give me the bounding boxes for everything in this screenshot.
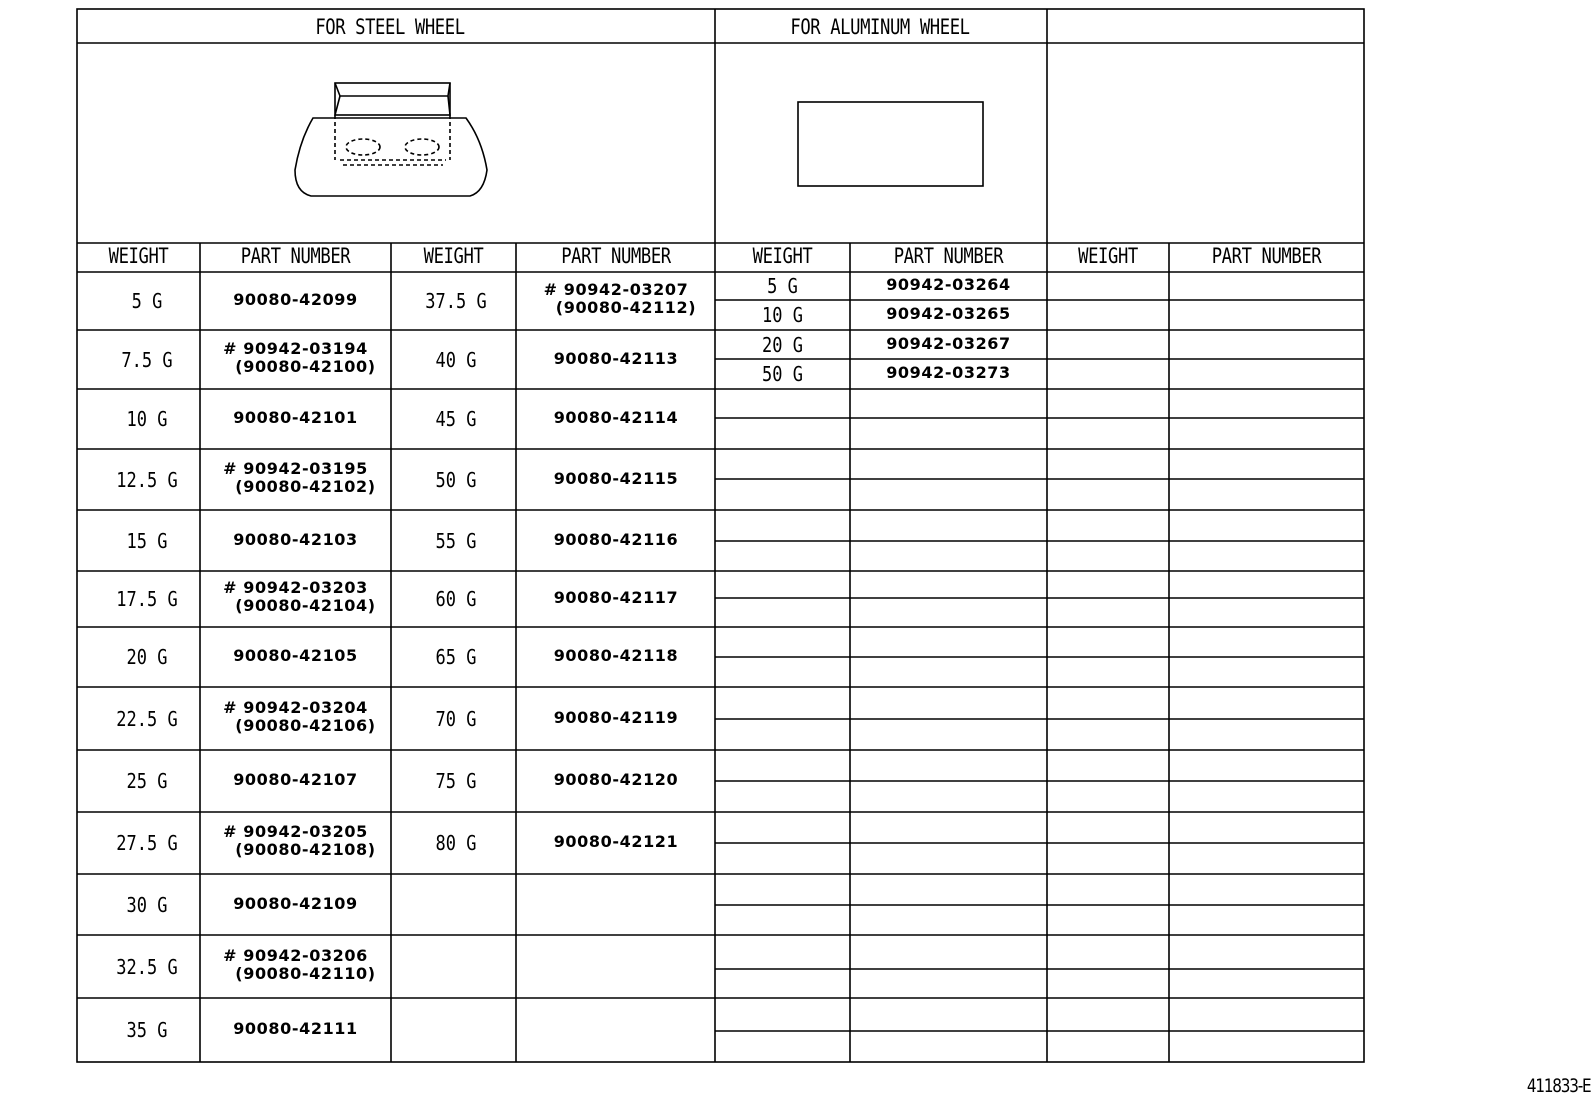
steel-wheel-weight-icon (295, 83, 487, 196)
steel-left-alt-part-number: (90080-42100) (235, 356, 376, 376)
figure-code: 411833-E (1526, 1075, 1590, 1097)
steel-left-weight: 20 G (126, 645, 168, 669)
col-header-part-3: PART NUMBER (893, 244, 1004, 268)
steel-left-weight: 32.5 G (116, 954, 178, 979)
col-header-weight-1: WEIGHT (108, 244, 169, 268)
steel-left-alt-part-number: (90080-42106) (235, 715, 376, 735)
steel-left-part-number: 90080-42099 (233, 290, 358, 309)
col-header-part-1: PART NUMBER (240, 244, 351, 268)
aluminum-part-number: 90942-03264 (886, 275, 1011, 294)
steel-right-part-number: 90080-42114 (553, 408, 679, 427)
steel-right-part-number: 90080-42113 (553, 348, 679, 368)
steel-right-weight: 40 G (435, 347, 477, 372)
steel-left-part-number: 90080-42109 (233, 893, 358, 913)
steel-left-alt-part-number: (90080-42104) (235, 596, 376, 615)
steel-left-weight: 25 G (126, 769, 168, 793)
aluminum-weight: 5 G (767, 274, 798, 298)
steel-left-weight: 17.5 G (116, 587, 178, 611)
steel-wheel-header: FOR STEEL WHEEL (315, 15, 465, 39)
steel-right-part-number: 90080-42116 (553, 529, 679, 549)
steel-left-part-number: 90080-42105 (233, 646, 358, 665)
aluminum-weight-icon (798, 102, 983, 186)
steel-left-weight: 30 G (126, 892, 168, 917)
steel-left-weight: 22.5 G (116, 706, 178, 731)
steel-left-part-number: 90080-42103 (233, 529, 358, 549)
steel-left-part-number: # 90942-03203 (223, 578, 368, 597)
steel-left-part-number: # 90942-03205 (223, 822, 368, 841)
col-header-weight-3: WEIGHT (752, 244, 813, 268)
aluminum-part-number: 90942-03267 (886, 333, 1011, 353)
steel-left-part-number: # 90942-03195 (223, 458, 368, 478)
steel-right-part-number: 90080-42119 (553, 707, 679, 727)
steel-right-part-number: # 90942-03207 (543, 280, 689, 299)
steel-left-alt-part-number: (90080-42108) (235, 840, 376, 859)
steel-left-part-number: # 90942-03194 (223, 338, 368, 358)
steel-left-alt-part-number: (90080-42110) (235, 963, 376, 983)
steel-left-weight: 10 G (126, 407, 168, 431)
steel-right-part-number: 90080-42120 (553, 770, 679, 789)
steel-right-weight: 75 G (435, 769, 477, 793)
steel-left-weight: 35 G (126, 1018, 168, 1042)
steel-right-weight: 70 G (435, 706, 477, 731)
aluminum-weight: 20 G (762, 332, 803, 357)
col-header-part-4: PART NUMBER (1211, 244, 1322, 268)
steel-right-weight: 80 G (435, 831, 477, 855)
steel-right-weight: 55 G (435, 528, 477, 553)
aluminum-part-number: 90942-03265 (886, 304, 1011, 323)
steel-right-part-number: 90080-42117 (553, 588, 679, 607)
aluminum-weight: 50 G (762, 362, 803, 386)
aluminum-wheel-header: FOR ALUMINUM WHEEL (790, 15, 970, 39)
steel-right-weight: 50 G (435, 467, 477, 492)
steel-left-part-number: # 90942-03204 (223, 697, 368, 717)
steel-left-part-number: 90080-42111 (233, 1019, 358, 1038)
steel-left-alt-part-number: (90080-42102) (235, 476, 376, 496)
steel-left-weight: 27.5 G (116, 831, 178, 855)
steel-right-weight: 65 G (435, 645, 477, 669)
steel-right-part-number: 90080-42121 (553, 832, 679, 851)
steel-right-weight: 60 G (435, 587, 477, 611)
steel-left-part-number: 90080-42101 (233, 408, 358, 427)
steel-right-part-number: 90080-42118 (553, 646, 679, 665)
steel-right-weight: 45 G (435, 407, 477, 431)
col-header-weight-2: WEIGHT (423, 244, 484, 268)
steel-left-weight: 15 G (126, 528, 168, 553)
col-header-weight-4: WEIGHT (1078, 244, 1138, 268)
aluminum-weight: 10 G (762, 303, 803, 327)
steel-right-weight: 37.5 G (425, 289, 487, 313)
aluminum-part-number: 90942-03273 (886, 363, 1011, 382)
steel-left-part-number: 90080-42107 (233, 770, 358, 789)
col-header-part-2: PART NUMBER (561, 244, 671, 268)
steel-right-alt-part-number: (90080-42112) (555, 298, 697, 317)
steel-right-part-number: 90080-42115 (553, 468, 679, 488)
steel-left-weight: 5 G (131, 289, 163, 313)
steel-left-weight: 12.5 G (116, 467, 178, 492)
steel-left-weight: 7.5 G (121, 347, 173, 372)
steel-left-part-number: # 90942-03206 (223, 945, 368, 965)
